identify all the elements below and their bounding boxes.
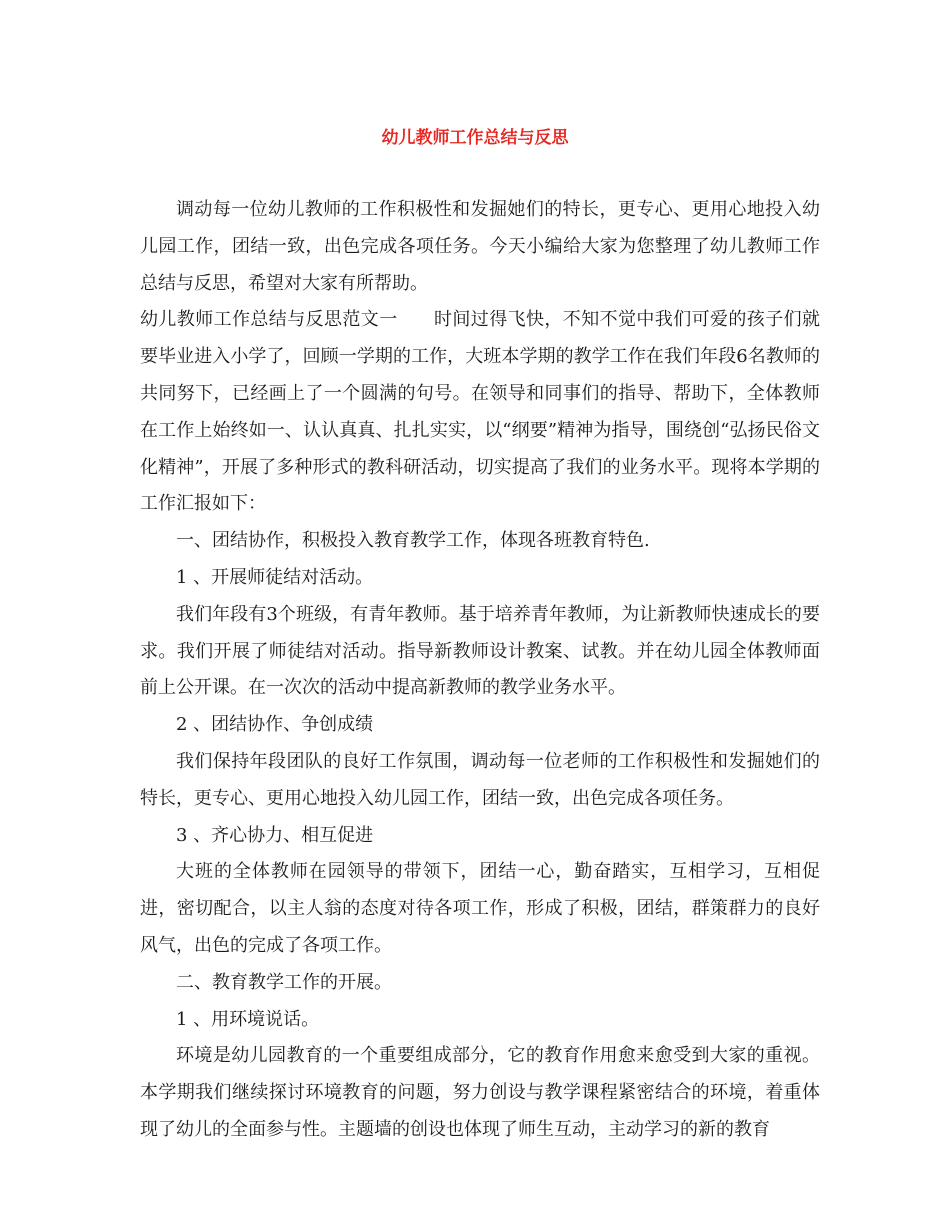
sample-heading: 幼儿教师工作总结与反思范文一 [140,309,398,331]
intro-paragraph: 调动每一位幼儿教师的工作积极性和发掘她们的特长，更专心、更用心地投入幼儿园工作，团结一致，出色完成各项任务。今天小编给大家为您整理了幼儿教师工作总结与反思，希望对大家有所帮助。 [140,199,820,294]
sample-text: 时间过得飞快，不知不觉中我们可爱的孩子们就要毕业进入小学了，回顾一学期的工作，大班本学期的教学工作在我们年段6名教师的共同努下，已经画上了一个圆满的句号。在领导和同事们的指导、帮助下，全体教师在工作上始终如一、认认真真、扎扎实实，以“纲要”精神为指导，围绕创“弘扬民俗文化精神”，开展了多种形式的教科研活动，切实提高了我们的业务水平。现将本学期的工作汇报如下： [140,309,821,515]
sample-paragraph [140,302,820,523]
item4-paragraph: 环境是幼儿园教育的一个重要组成部分，它的教育作用愈来愈受到大家的重视。本学期我们继续探讨环境教育的问题，努力创设与教学课程紧密结合的环境，着重体现了幼儿的全面参与性。主题墙的创设也体现了师生互动，主动学习的新的教育 [140,1045,820,1140]
item3-heading: 3 、齐心协力、相互促进 [176,824,374,846]
item1-heading: 1 、开展师徒结对活动。 [176,566,374,588]
section1-heading: 一、团结协作，积极投入教育教学工作，体现各班教育特色. [176,530,650,552]
document-body [140,192,820,1149]
item2-paragraph: 我们保持年段团队的良好工作氛围，调动每一位老师的工作积极性和发掘她们的特长，更专心、更用心地投入幼儿园工作，团结一致，出色完成各项任务。 [140,750,820,809]
section2-heading: 二、教育教学工作的开展。 [176,971,392,993]
page-title: 幼儿教师工作总结与反思 [381,128,569,148]
item4-heading: 1 、用环境说话。 [176,1008,320,1030]
item3-paragraph: 大班的全体教师在园领导的带领下，团结一心，勤奋踏实，互相学习，互相促进，密切配合，以主人翁的态度对待各项工作，形成了积极，团结，群策群力的良好风气，出色的完成了各项工作。 [140,861,820,956]
item1-paragraph: 我们年段有3个班级，有青年教师。基于培养青年教师，为让新教师快速成长的要求。我们开展了师徒结对活动。指导新教师设计教案、试教。并在幼儿园全体教师面前上公开课。在一次次的活动中提高新教师的教学业务水平。 [140,603,820,699]
item2-heading: 2 、团结协作、争创成绩 [176,714,374,736]
